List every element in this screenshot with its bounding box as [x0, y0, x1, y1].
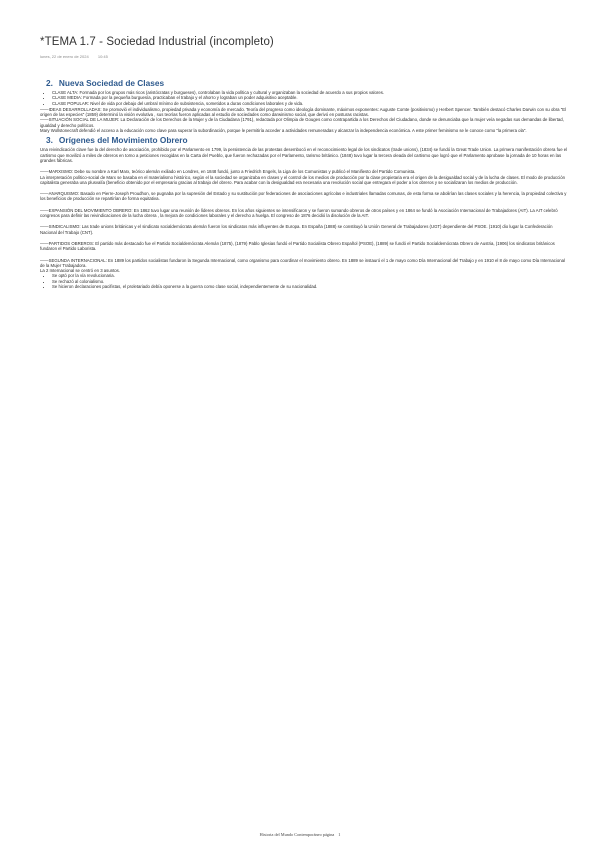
list-item: • Se rechazó al colonialismo. [52, 279, 568, 284]
paragraph: Mary Wollstonecraft defendió el acceso a la educación como clave para superar la subordinación, porque le permitiría acceder a actividades remuneradas y alcanzar la independencia económica. A este primer feminismo se le conoce como "la primera ola". [40, 128, 527, 134]
paragraph: ——ANARQUISMO: Basado en Pierre-Joseph Proudhon, se pugnaba por la supresión del Estado y su sustitución por federaciones de asociaciones agrícolas e industriales llamadas comunas, de esta forma se abolirían las clases sociales y la herencia, la propiedad colectiva y los beneficios de producción se repartirían de forma equitativa. [40, 191, 567, 202]
section-title: Orígenes del Movimiento Obrero [58, 135, 188, 146]
paragraph: ——PARTIDOS OBREROS: El partido más destacado fue el Partido Socialdemócrata Alemán (1875), (1879) Pablo Iglesias fundó el Partido Socialista Obrero Español (PSOE), (1889) se fundó el Partido Socialdemócrata Obrero de Austria, (1906) los sindicatos británicos fundaron el Partido Laborista. [40, 240, 555, 252]
page-footer [0, 832, 600, 837]
paragraph: Una reivindicación clave fue la del derecho de asociación, prohibido por el Parlamento en 1799, la persistencia de las protestas desembocó en el reconocimiento legal de los sindicatos (trade unions), (1834) se fundó la Great Trade Union. La primera manifestación obrera fue el cartismo que movilizó a miles de obreros en torno a peticiones recogidas en la Carta del Pueblo, que fueron rechazadas por el Parlamento, tarismo británico. (1848) tuvo lugar la tercera oleada del cartismo que logró que el Parlamento aprobase la jornada de 10 horas en las grandes fábricas. [40, 147, 568, 163]
list-item: • Se optó por la vía revolucionaria. [52, 273, 568, 278]
page-date: lunes, 22 de enero de 2024 [40, 54, 89, 59]
paragraph: ——SEGUNDA INTERNACIONAL: En 1889 los partidos socialistas fundaron la Segunda Internacional, como organismo para coordinar el movimiento obrero. En 1889 se instauró el 1 de mayo como Día Internacional del Trabajo y en 1910 el 8 de mayo como Día Internacional de la Mujer Trabajadora. [40, 257, 565, 268]
footer-text: Historia del Mundo Contemporáneo página [259, 832, 335, 837]
class-list [40, 90, 568, 106]
list-item: • CLASE ALTA: Formada por los grupos más ricos (aristócratas y burgueses), controlaban la vida política y cultural y organizaban la sociedad de acuerdo a sus propios valores. [52, 90, 568, 95]
page-time: 10:45 [97, 54, 108, 59]
section-heading-3 [46, 135, 568, 145]
paragraph: ——IDEAS DESARROLLADAS: Se promovió el individualismo, propiedad privada y economía de mercado. Teoría del progreso como ideología dominante, máximos exponentes: Auguste Comte (positivismo) y Herbert Spencer. También destacó Charles Darwin con su obra "El origen de las especies" (1859) determinó la visión evolutiva , sus teorías fueron aplicadas al estudio de sociedades como darwinismo social, que derivó en posturas racistas. [40, 106, 567, 118]
page-number: 1 [338, 832, 341, 837]
list-item: • CLASE POPULAR: Nivel de vida por debajo del umbral mínimo de subsistencia, sometidos a duras condiciones laborales y de vida. [52, 101, 568, 106]
paragraph: ——SINDICALISMO: Las trade unions británicas y el sindicato socialdemócrata alemán fueron los sindicatos más influyentes de Europa. En España (1888) se constituyó la Unión General de Trabajadores (UGT) dependiente del PSOE. (1910) dio lugar la Confederación Nacional del Trabajo (CNT). [40, 224, 553, 235]
paragraph: ——EXPANSIÓN DEL MOVIMIENTO OBRERO: En 1862 tuvo lugar una reunión de líderes obreros. En los años siguientes se intensificaron y se fueron sumando obreros de otros países y en 1864 se fundó la Asociación Internacional de Trabajadores (AIT). La AIT celebró congresos para definir las reivindicaciones de la lucha obrera , la mejora de condiciones laborales y el derecho a huelga. El congreso de 1876 decidió la disolución de la AIT. [40, 207, 558, 219]
section-heading-2 [46, 78, 568, 88]
page-title: *TEMA 1.7 - Sociedad Industrial (incompleto) [40, 36, 274, 48]
page-meta [40, 54, 108, 59]
section-number: 3. [46, 135, 53, 146]
paragraph: La interpretación político-social de Marx se basaba en el materialismo histórico, según el la sociedad se organizaba en clases y el control de los medios de producción por la clase propietaria era el origen de la desigualdad social y de la lucha de clases. El modo de producción capitalista generaba una plusvalía (beneficio obtenido por el empresario gracias al trabajo del obrero. Para acabar con la desigualdad era necesaria una revolución social que entregara el poder a los obreros y se socializaran los medios de producción. [40, 174, 565, 185]
section-number: 2. [46, 78, 53, 88]
list-item: • CLASE MEDIA: Formada por la pequeña burguesía, practicaban el trabajo y el ahorro y lograban un poder adquisitivo aceptable. [52, 95, 568, 100]
paragraph: ——MARXISMO: Debe su nombre a Karl Marx, teórico alemán exiliado en Londres, en 1848 fundó, junto a Friedrich Engels, la Liga de los Comunistas y publicó el Manifiesto del Partido Comunista. [40, 169, 416, 175]
paragraph: ——SITUACIÓN SOCIAL DE LA MUJER: La Declaración de los Derechos de la Mujer y de la Ciudadana (1791), redactada por Olimpia de Gouges como contrapartida a los Derechos del Ciudadano, donde se denunciaba que la mujer veía negadas sus demandas de libertad, igualdad y derecho políticos. [40, 117, 564, 128]
paragraph: La 2 Internacional se centró en 3 asuntos. [40, 268, 121, 274]
section-title: Nueva Sociedad de Clases [58, 78, 165, 88]
list-item: • Se hicieron declaraciones pacifistas, el proletariado debía oponerse a la guerra como clase social, independientemente de su nacionalidad. [52, 284, 568, 289]
topics-list [40, 273, 568, 289]
note-content [40, 78, 568, 290]
